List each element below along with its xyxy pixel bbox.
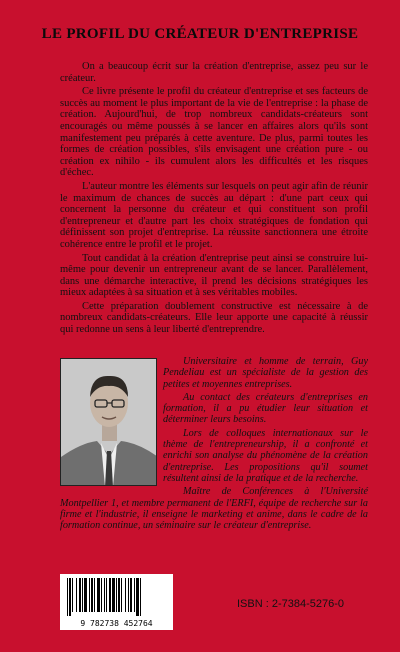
bio-paragraph-1: Universitaire et homme de terrain, Guy Pendeliau est un spécialiste de la gestion des petites et moyennes entreprises.	[163, 356, 368, 390]
summary-paragraph-4: Tout candidat à la création d'entreprise peut ainsi se construire lui-même pour devenir un entrepreneur avant de se lancer. Parallèlement, dans une démarche interactive, il prend les décisions stratégiques les mieux adaptées à sa situation et à ses véritables mobiles.	[60, 252, 368, 299]
summary-paragraph-1: On a beaucoup écrit sur la création d'entreprise, assez peu sur le créateur.	[60, 61, 368, 84]
back-cover-summary	[60, 61, 368, 336]
bio-paragraph-4: Maître de Conférences à l'Université Montpellier 1, et membre permanent de l'ERFI, équipe de recherche sur la firme et l'industrie, il enseigne le marketing et anime, dans le cadre de la formation continue, un séminaire sur le créateur d'entreprise.	[60, 486, 368, 532]
barcode-number: 9 782738 452764	[80, 619, 153, 628]
bio-paragraph-3: Lors de colloques internationaux sur le thème de l'entrepreneurship, il a confronté et enrichi son analyse du phénomène de la création d'entreprise. Les propositions qu'il soumet résultent ainsi de la pratique et de la recherche.	[163, 427, 368, 484]
summary-paragraph-5: Cette préparation doublement constructive est nécessaire à de nombreux candidats-créateurs. Elle leur apporte une capacité à réussir qui redonne un sens à leur liberté d'entreprendre.	[60, 300, 368, 336]
author-biography	[60, 356, 368, 531]
book-title: LE PROFIL DU CRÉATEUR D'ENTREPRISE	[41, 26, 359, 42]
summary-paragraph-2: Ce livre présente le profil du créateur d'entreprise et ses facteurs de succès au moment le plus important de la vie de l'entreprise : la phase de création. Aujourd'hui, de trop nombreux candidats-créateurs sont encouragés ou même poussés à se lancer en affaires alors qu'ils sont manifestement peu préparés à cette aventure. De plus, parmi toutes les formes de création possibles, s'ils envisagent une création pure - ou création ex nihilo - ils cumulent alors les difficultés et les risques d'échec.	[60, 86, 368, 179]
summary-paragraph-3: L'auteur montre les éléments sur lesquels on peut agir afin de réunir le maximum de chances de succès au départ : d'une part ceux qui concernent la personne du créateur et qui constituent son profil d'entrepreneur et d'autre part les choix stratégiques de fondation qui définissent son projet d'entreprise. La réussite sanctionnera une étroite cohérence entre le profil et le projet.	[60, 180, 368, 250]
barcode	[60, 574, 173, 630]
bio-paragraph-2: Au contact des créateurs d'entreprises en formation, il a pu étudier leur situation et déterminer leurs besoins.	[163, 391, 368, 426]
isbn-label: ISBN : 2-7384-5276-0	[237, 598, 345, 610]
barcode-bars	[66, 578, 167, 616]
